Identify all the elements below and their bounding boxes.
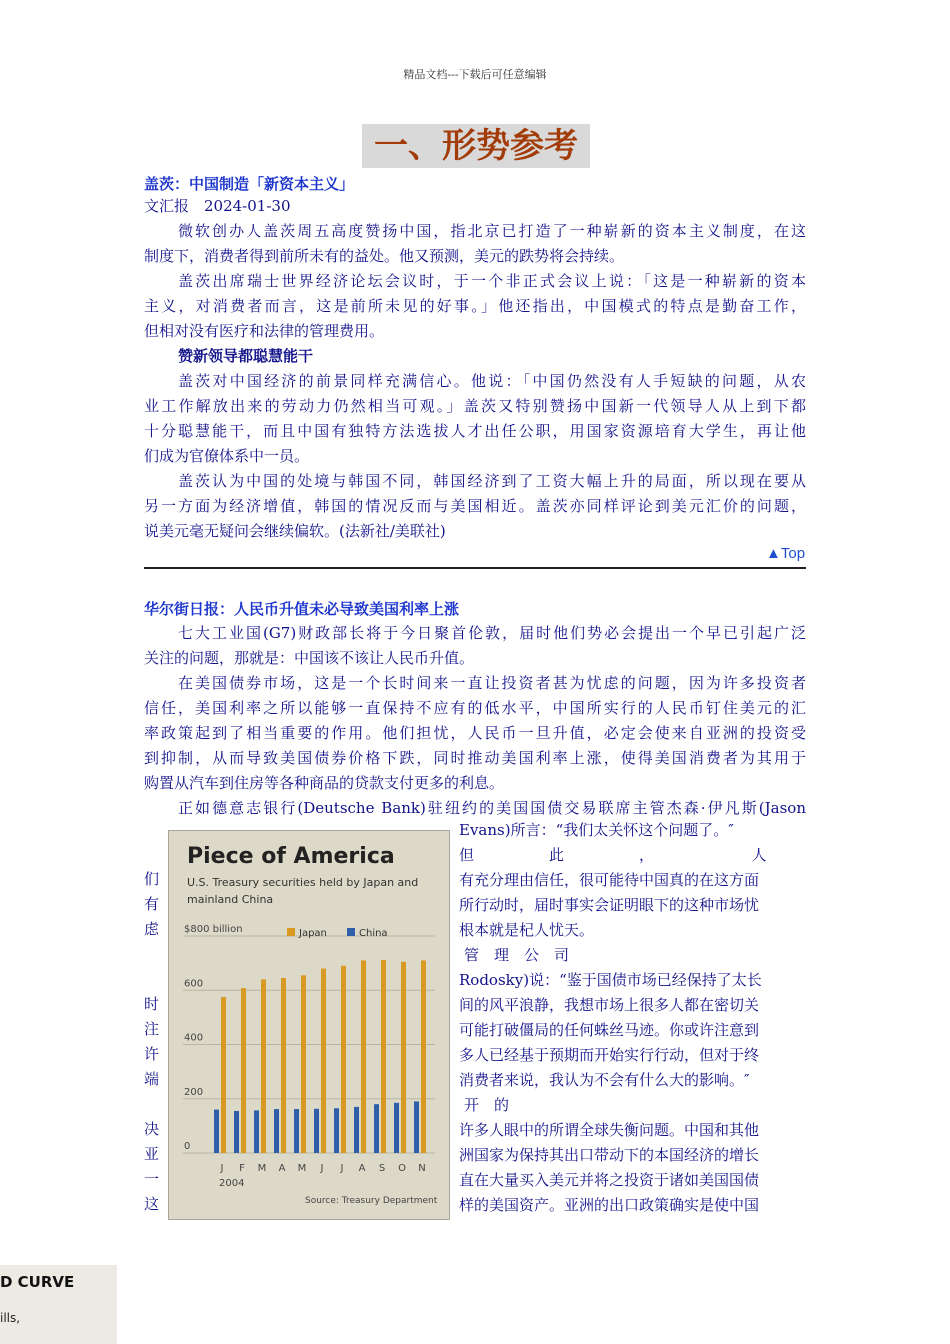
x-tick-label: N [418, 1163, 426, 1174]
bar-japan [421, 960, 426, 1153]
bar-china [274, 1109, 279, 1153]
y-tick-label: 200 [184, 1086, 204, 1098]
text-line: 有充分理由信任，很可能待中国真的在这方面 [459, 871, 760, 889]
text-line: 开 的 [464, 1096, 510, 1114]
x-tick-label: S [378, 1163, 386, 1174]
text-line: 信任，美国利率之所以能够一直保持不应有的低水平，中国所实行的人民币钉住美元的汇 [144, 699, 806, 717]
side-char: 有 [144, 895, 160, 913]
bar-china [414, 1101, 419, 1153]
text-line: 七大工业国(G7)财政部长将于今日聚首伦敦，届时他们势必会提出一个早已引起广泛 [178, 624, 806, 642]
text-line: 可能打破僵局的任何蛛丝马迹。你或许注意到 [459, 1021, 760, 1039]
bar-china [374, 1104, 379, 1153]
bar-chart [169, 831, 449, 1219]
side-char: 一 [144, 1170, 160, 1188]
legend-swatch-japan [287, 928, 295, 936]
bar-japan [361, 960, 366, 1153]
bar-china [334, 1108, 339, 1153]
text-line: 盖茨认为中国的处境与韩国不同，韩国经济到了工资大幅上升的局面，所以现在要从 [178, 472, 806, 490]
text-line: 管 理 公 司 [464, 946, 570, 964]
legend-swatch-china [347, 928, 355, 936]
bar-japan [301, 975, 306, 1153]
chart-subtitle-line2: mainland China [187, 893, 274, 906]
y-tick-label: 0 [184, 1141, 191, 1152]
text-line: 在美国债券市场，这是一个长时间来一直让投资者甚为忧虑的问题，因为许多投资者 [178, 674, 806, 692]
x-tick-label: A [278, 1163, 286, 1174]
text-line: 赞新领导都聪慧能干 [178, 347, 314, 365]
text-line: 多人已经基于预期而开始实行行动，但对于终 [459, 1046, 760, 1064]
chart-subtitle-line1: U.S. Treasury securities held by Japan and [187, 876, 419, 889]
bar-china [294, 1109, 299, 1153]
y-tick-label: 400 [184, 1032, 204, 1044]
text-line: 到抑制，从而导致美国债券价格下跌，同时推动美国利率上涨，使得美国消费者为其用于 [144, 749, 806, 767]
side-char: 虑 [144, 920, 160, 938]
chart-panel [168, 830, 450, 1220]
text-line: 消费者来说，我认为不会有什么大的影响。″ [459, 1071, 750, 1089]
text-line: Rodosky)说：“鉴于国债市场已经保持了太长 [459, 971, 762, 989]
text-line: 盖茨出席瑞士世界经济论坛会议时，于一个非正式会议上说：「这是一种崭新的资本 [178, 272, 806, 290]
side-char: 许 [144, 1045, 160, 1063]
text-line: Evans)所言：“我们太关怀这个问题了。″ [459, 821, 734, 839]
divider [144, 567, 806, 569]
corner-text: ills, [0, 1311, 21, 1325]
text-line: 说美元毫无疑问会继续偏软。(法新社/美联社) [144, 522, 446, 540]
x-tick-label: O [398, 1163, 406, 1174]
text-line: 样的美国资产。亚洲的出口政策确实是使中国 [459, 1196, 760, 1214]
bar-china [234, 1111, 239, 1153]
side-char: 这 [144, 1195, 160, 1213]
article2-title[interactable]: 华尔街日报：人民币升值未必导致美国利率上涨 [144, 600, 460, 618]
text-line: 微软创办人盖茨周五高度赞扬中国，指北京已打造了一种崭新的资本主义制度，在这 [178, 222, 806, 240]
text-line: 但相对没有医疗和法律的管理费用。 [144, 322, 385, 340]
bar-japan [321, 969, 326, 1153]
text-line: 间的风平浪静，我想市场上很多人都在密切关 [459, 996, 760, 1014]
bar-china [214, 1110, 219, 1153]
text-line: 正如德意志银行(Deutsche Bank)驻纽约的美国国债交易联席主管杰森·伊凡斯(Jason [178, 799, 806, 817]
bar-china [254, 1110, 259, 1153]
text-line: 所行动时，届时事实会证明眼下的这种市场忧 [459, 896, 760, 914]
text-line: 盖茨对中国经济的前景同样充满信心。他说：「中国仍然没有人手短缺的问题，从农 [178, 372, 806, 390]
side-char: 注 [144, 1020, 160, 1038]
section-title: 一、形势参考 [362, 124, 590, 168]
text-line: 但 此 ， 人 [459, 846, 767, 864]
text-line: 十分聪慧能干，而且中国有独特方法选拔人才出任公职，用国家资源培育大学生，再让他 [144, 422, 806, 440]
text-line: 购置从汽车到住房等各种商品的贷款支付更多的利息。 [144, 774, 505, 792]
corner-fragment [0, 1265, 117, 1344]
text-line: 关注的问题，那就是：中国该不该让人民币升值。 [144, 649, 475, 667]
text-line: 许多人眼中的所谓全球失衡问题。中国和其他 [459, 1121, 760, 1139]
chart-title: Piece of America [187, 844, 395, 869]
text-line: 制度下，消费者得到前所未有的益处。他又预测，美元的跌势将会持续。 [144, 247, 625, 265]
text-line: 根本就是杞人忧天。 [459, 921, 595, 939]
x-year-label: 2004 [219, 1178, 245, 1189]
y-tick-label: 600 [184, 978, 204, 990]
page-header: 精品文档---下载后可任意编辑 [403, 68, 547, 81]
legend-label-china: China [359, 928, 388, 939]
x-tick-label: J [320, 1163, 324, 1174]
side-char: 端 [144, 1070, 160, 1088]
top-link[interactable]: ▲Top [766, 545, 806, 562]
bar-china [354, 1107, 359, 1153]
x-tick-label: M [257, 1163, 267, 1174]
x-tick-label: F [239, 1163, 245, 1174]
x-tick-label: J [340, 1163, 344, 1174]
bar-japan [381, 960, 386, 1153]
text-line: 率政策起到了相当重要的作用。他们担忧，人民币一旦升值，必定会使来自亚洲的投资受 [144, 724, 806, 742]
side-char: 时 [144, 995, 160, 1013]
side-char: 决 [144, 1120, 160, 1138]
bar-japan [341, 966, 346, 1153]
legend-label-japan: Japan [299, 928, 327, 939]
bar-japan [281, 978, 286, 1153]
text-line: 另一方面为经济增值，韩国的情况反而与美国相近。盖茨亦同样评论到美元汇价的问题， [144, 497, 806, 515]
bar-china [314, 1109, 319, 1153]
x-tick-label: J [220, 1163, 224, 1174]
bar-japan [401, 962, 406, 1153]
bar-japan [221, 997, 226, 1153]
text-line: 洲国家为保持其出口带动下的本国经济的增长 [459, 1146, 760, 1164]
corner-heading: D CURVE [0, 1273, 75, 1291]
bar-japan [261, 979, 266, 1153]
side-char: 亚 [144, 1145, 160, 1163]
bar-japan [241, 988, 246, 1153]
y-tick-label: $800 billion [184, 924, 243, 935]
chart-source: Source: Treasury Department [305, 1196, 438, 1206]
bar-china [394, 1103, 399, 1153]
text-line: 主义，对消费者而言，这是前所未见的好事。」他还指出，中国模式的特点是勤奋工作， [144, 297, 806, 315]
text-line: 业工作解放出来的劳动力仍然相当可观。」盖茨又特别赞扬中国新一代领导人从上到下都 [144, 397, 806, 415]
article1-source: 文汇报 2024-01-30 [144, 197, 291, 215]
text-line: 们成为官僚体系中一员。 [144, 447, 310, 465]
text-line: 直在大量买入美元并将之投资于诸如美国国债 [459, 1171, 760, 1189]
x-tick-label: M [297, 1163, 307, 1174]
x-tick-label: A [358, 1163, 366, 1174]
side-char: 们 [144, 870, 160, 888]
article1-title[interactable]: 盖茨：中国制造「新资本主义」 [144, 175, 355, 193]
